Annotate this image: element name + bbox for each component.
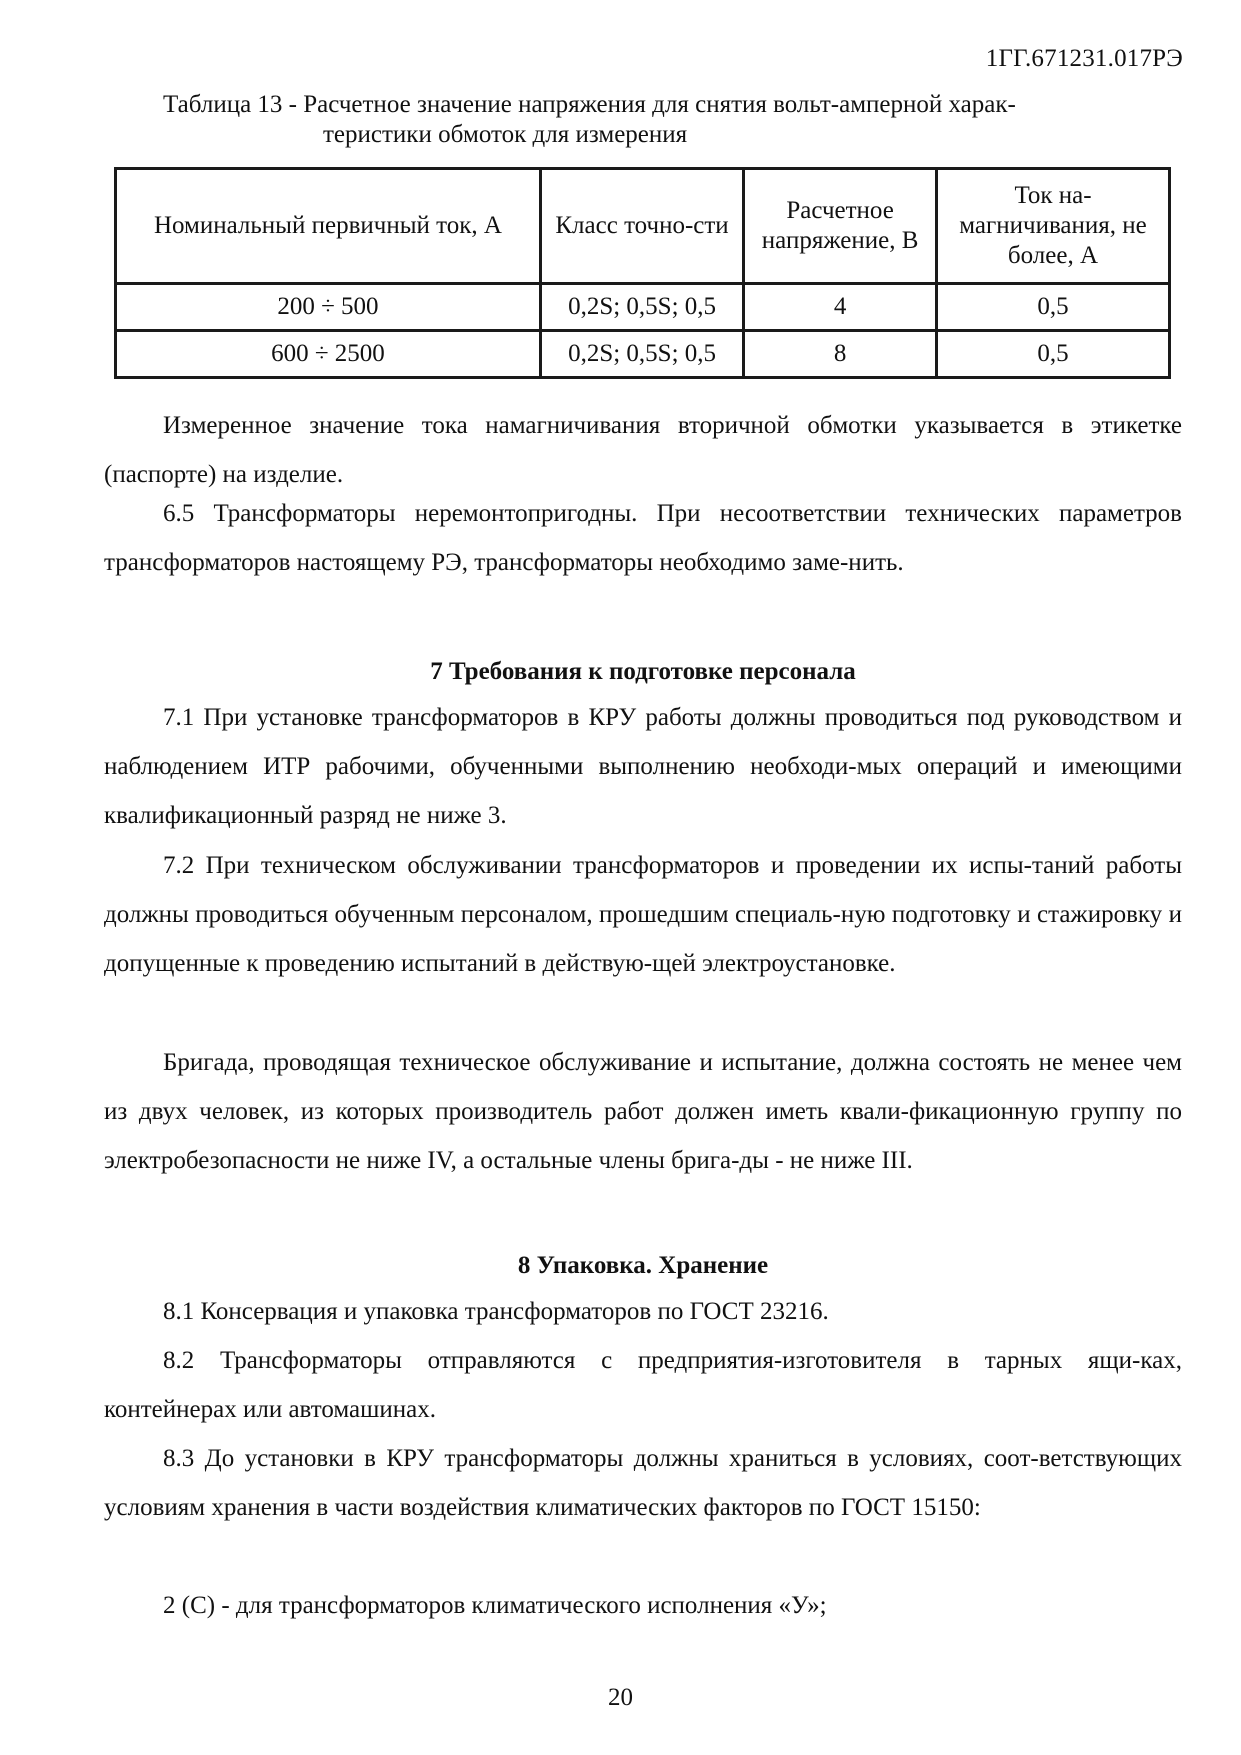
section-8-heading: 8 Упаковка. Хранение (517, 1252, 769, 1279)
section-7-heading: 7 Требования к подготовке персонала (430, 658, 856, 685)
cell-voltage: 4 (744, 284, 937, 331)
table-caption-line2: теристики обмоток для измерения (323, 121, 688, 148)
paragraph-7-2: 7.2 При техническом обслуживании трансформаторов и проведении их испы-таний работы должны проводиться обученным персоналом, прошедшим специаль-ную подготовку и стажировку и допущенные к проведению испытаний в действую-щей электроустановке. (104, 852, 1182, 977)
cell-accuracy-class: 0,2S; 0,5S; 0,5 (540, 284, 743, 331)
column-header-voltage: Расчетное напряжение, В (744, 169, 937, 284)
paragraph-brigade: Бригада, проводящая техническое обслуживание и испытание, должна состоять не менее чем из двух человек, из которых производитель работ должен иметь квали-фикационную группу по электробезопасности не ниже IV, а остальные члены брига-ды - не ниже III. (104, 1049, 1182, 1174)
table-caption (163, 90, 1183, 150)
column-header-rated-current: Номинальный первичный ток, А (116, 169, 541, 284)
cell-magnetizing-current: 0,5 (936, 331, 1169, 378)
cell-rated-current: 600 ÷ 2500 (116, 331, 541, 378)
paragraph-6-5: 6.5 Трансформаторы неремонтопригодны. При несоответствии технических параметров трансформаторов настоящему РЭ, трансформаторы необходимо заме-нить. (104, 500, 1182, 576)
page-number: 20 (608, 1684, 633, 1711)
paragraph-8-3: 8.3 До установки в КРУ трансформаторы должны храниться в условиях, соот-ветствующих условиям хранения в части воздействия климатических факторов по ГОСТ 15150: (104, 1445, 1182, 1521)
table-row (116, 284, 1170, 331)
cell-magnetizing-current: 0,5 (936, 284, 1169, 331)
cell-rated-current: 200 ÷ 500 (116, 284, 541, 331)
cell-accuracy-class: 0,2S; 0,5S; 0,5 (540, 331, 743, 378)
document-code: 1ГГ.671231.017РЭ (985, 45, 1183, 72)
table-13 (114, 167, 1171, 379)
column-header-accuracy-class: Класс точно-сти (540, 169, 743, 284)
paragraph-climate-class: 2 (С) - для трансформаторов климатического исполнения «У»; (163, 1592, 827, 1619)
cell-voltage: 8 (744, 331, 937, 378)
paragraph-8-2: 8.2 Трансформаторы отправляются с предприятия-изготовителя в тарных ящи-ках, контейнерах или автомашинах. (104, 1347, 1182, 1423)
paragraph-measured-value: Измеренное значение тока намагничивания вторичной обмотки указывается в этикетке (паспорте) на изделие. (104, 412, 1182, 488)
table-header-row (116, 169, 1170, 284)
paragraph-7-1: 7.1 При установке трансформаторов в КРУ работы должны проводиться под руководством и наблюдением ИТР рабочими, обученными выполнению необходи-мых операций и имеющими квалификационный разряд не ниже 3. (104, 704, 1182, 829)
column-header-magnetizing-current: Ток на-магничивания, не более, А (936, 169, 1169, 284)
table-caption-line1: Таблица 13 - Расчетное значение напряжения для снятия вольт-амперной харак- (163, 91, 1016, 118)
table-row (116, 331, 1170, 378)
paragraph-8-1: 8.1 Консервация и упаковка трансформаторов по ГОСТ 23216. (163, 1298, 829, 1325)
